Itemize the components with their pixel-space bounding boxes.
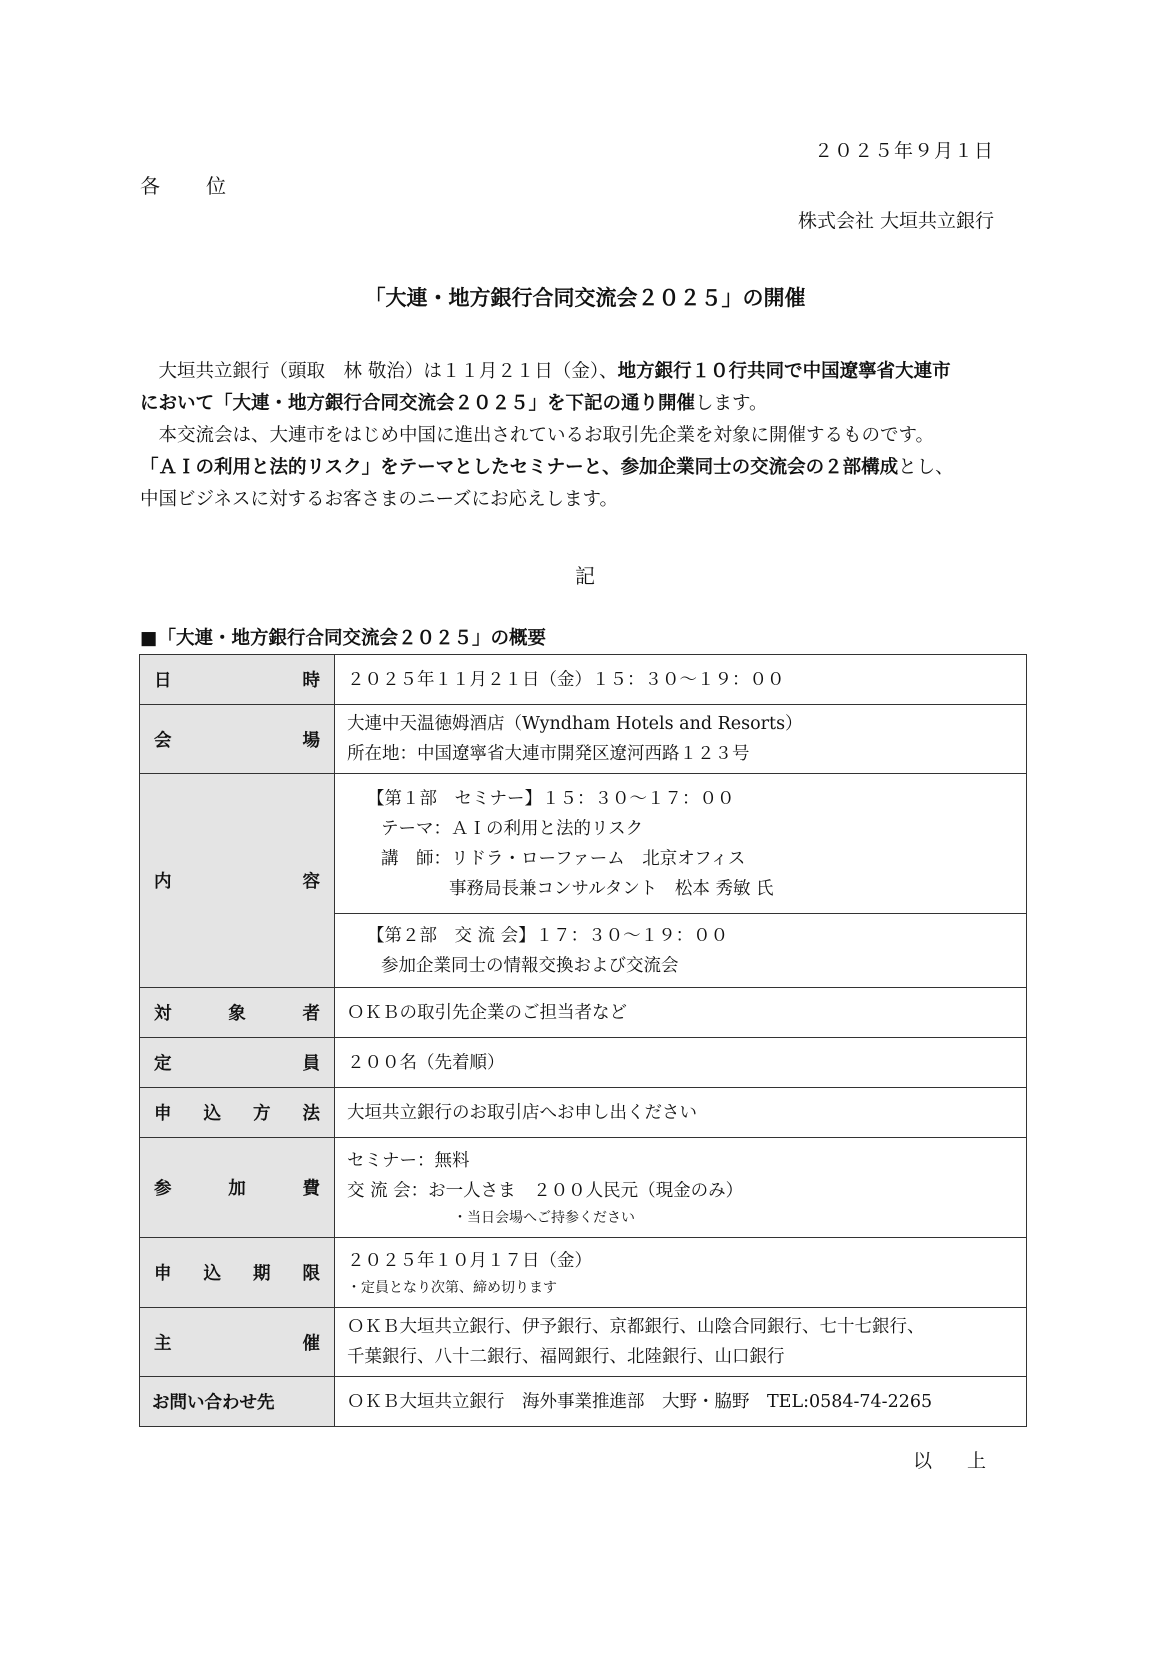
paragraph-1-line-2: において「大連・地方銀行合同交流会２０２５」を下記の通り開催します。 (140, 393, 768, 414)
paragraph-3: 「ＡＩの利用と法的リスク」をテーマとしたセミナーと、参加企業同士の交流会の２部構成とし、 (140, 457, 954, 478)
table-row-venue (140, 705, 1027, 774)
table-row-apply-method (140, 1088, 1027, 1138)
value-apply-method: 大垣共立銀行のお取引店へお申し出ください (335, 1088, 1027, 1138)
ki-marker: 記 (575, 564, 595, 588)
body-text (140, 356, 1040, 516)
value-host: ＯＫＢ大垣共立銀行、伊予銀行、京都銀行、山陰合同銀行、七十七銀行、 千葉銀行、八十二銀行、福岡銀行、北陸銀行、山口銀行 (335, 1308, 1027, 1377)
table-row-host (140, 1308, 1027, 1377)
table-row-capacity (140, 1038, 1027, 1088)
closing: 以 上 (912, 1450, 994, 1472)
label-content: 内容 (140, 774, 335, 988)
value-deadline: ２０２５年１０月１７日（金） ・定員となり次第、締め切ります (335, 1238, 1027, 1308)
value-fee: セミナー：無料 交 流 会：お一人さま ２００人民元（現金のみ） ・当日会場へご持参ください (335, 1138, 1027, 1238)
paragraph-4: 中国ビジネスに対するお客さまのニーズにお応えします。 (140, 489, 619, 510)
label-capacity: 定員 (140, 1038, 335, 1088)
value-datetime: ２０２５年１１月２１日（金）１５：３０～１９：００ (335, 655, 1027, 705)
label-apply-method: 申込方法 (140, 1088, 335, 1138)
issuer: 株式会社 大垣共立銀行 (797, 210, 994, 232)
section-heading: ■「大連・地方銀行合同交流会２０２５」の概要 (140, 628, 546, 649)
value-capacity: ２００名（先着順） (335, 1038, 1027, 1088)
label-deadline: 申込期限 (140, 1238, 335, 1308)
paragraph-1-line-1: 大垣共立銀行（頭取 林 敬治）は１１月２１日（金）、地方銀行１０行共同で中国遼寧省大連市 (158, 361, 951, 382)
label-fee: 参加費 (140, 1138, 335, 1238)
value-content-part1: 【第１部 セミナー】１５：３０～１７：００ テーマ：ＡＩの利用と法的リスク 講 師：リドラ・ローファーム 北京オフィス 事務局長兼コンサルタント 松本 秀敏 氏 (335, 774, 1027, 914)
document-title: 「大連・地方銀行合同交流会２０２５」の開催 (364, 286, 806, 310)
label-host: 主催 (140, 1308, 335, 1377)
document-date: ２０２５年９月１日 (813, 140, 994, 162)
table-row-target (140, 988, 1027, 1038)
table-row-contact (140, 1377, 1027, 1427)
table-row-content-part1 (140, 774, 1027, 914)
table-row-deadline (140, 1238, 1027, 1308)
label-contact: お問い合わせ先 (140, 1377, 335, 1427)
label-datetime: 日時 (140, 655, 335, 705)
table-row-datetime (140, 655, 1027, 705)
paragraph-2: 本交流会は、大連市をはじめ中国に進出されているお取引先企業を対象に開催するものです。 (158, 425, 935, 446)
value-content-part2: 【第２部 交 流 会】１７：３０～１９：００ 参加企業同士の情報交換および交流会 (335, 914, 1027, 988)
overview-table (139, 654, 1027, 1427)
label-venue: 会場 (140, 705, 335, 774)
value-target: ＯＫＢの取引先企業のご担当者など (335, 988, 1027, 1038)
label-target: 対象者 (140, 988, 335, 1038)
table-row-fee (140, 1138, 1027, 1238)
salutation: 各 位 (140, 174, 228, 198)
value-venue: 大連中天温徳姆酒店（Wyndham Hotels and Resorts） 所在地：中国遼寧省大連市開発区遼河西路１２３号 (335, 705, 1027, 774)
value-contact: ＯＫＢ大垣共立銀行 海外事業推進部 大野・脇野 TEL:0584-74-2265 (335, 1377, 1027, 1427)
